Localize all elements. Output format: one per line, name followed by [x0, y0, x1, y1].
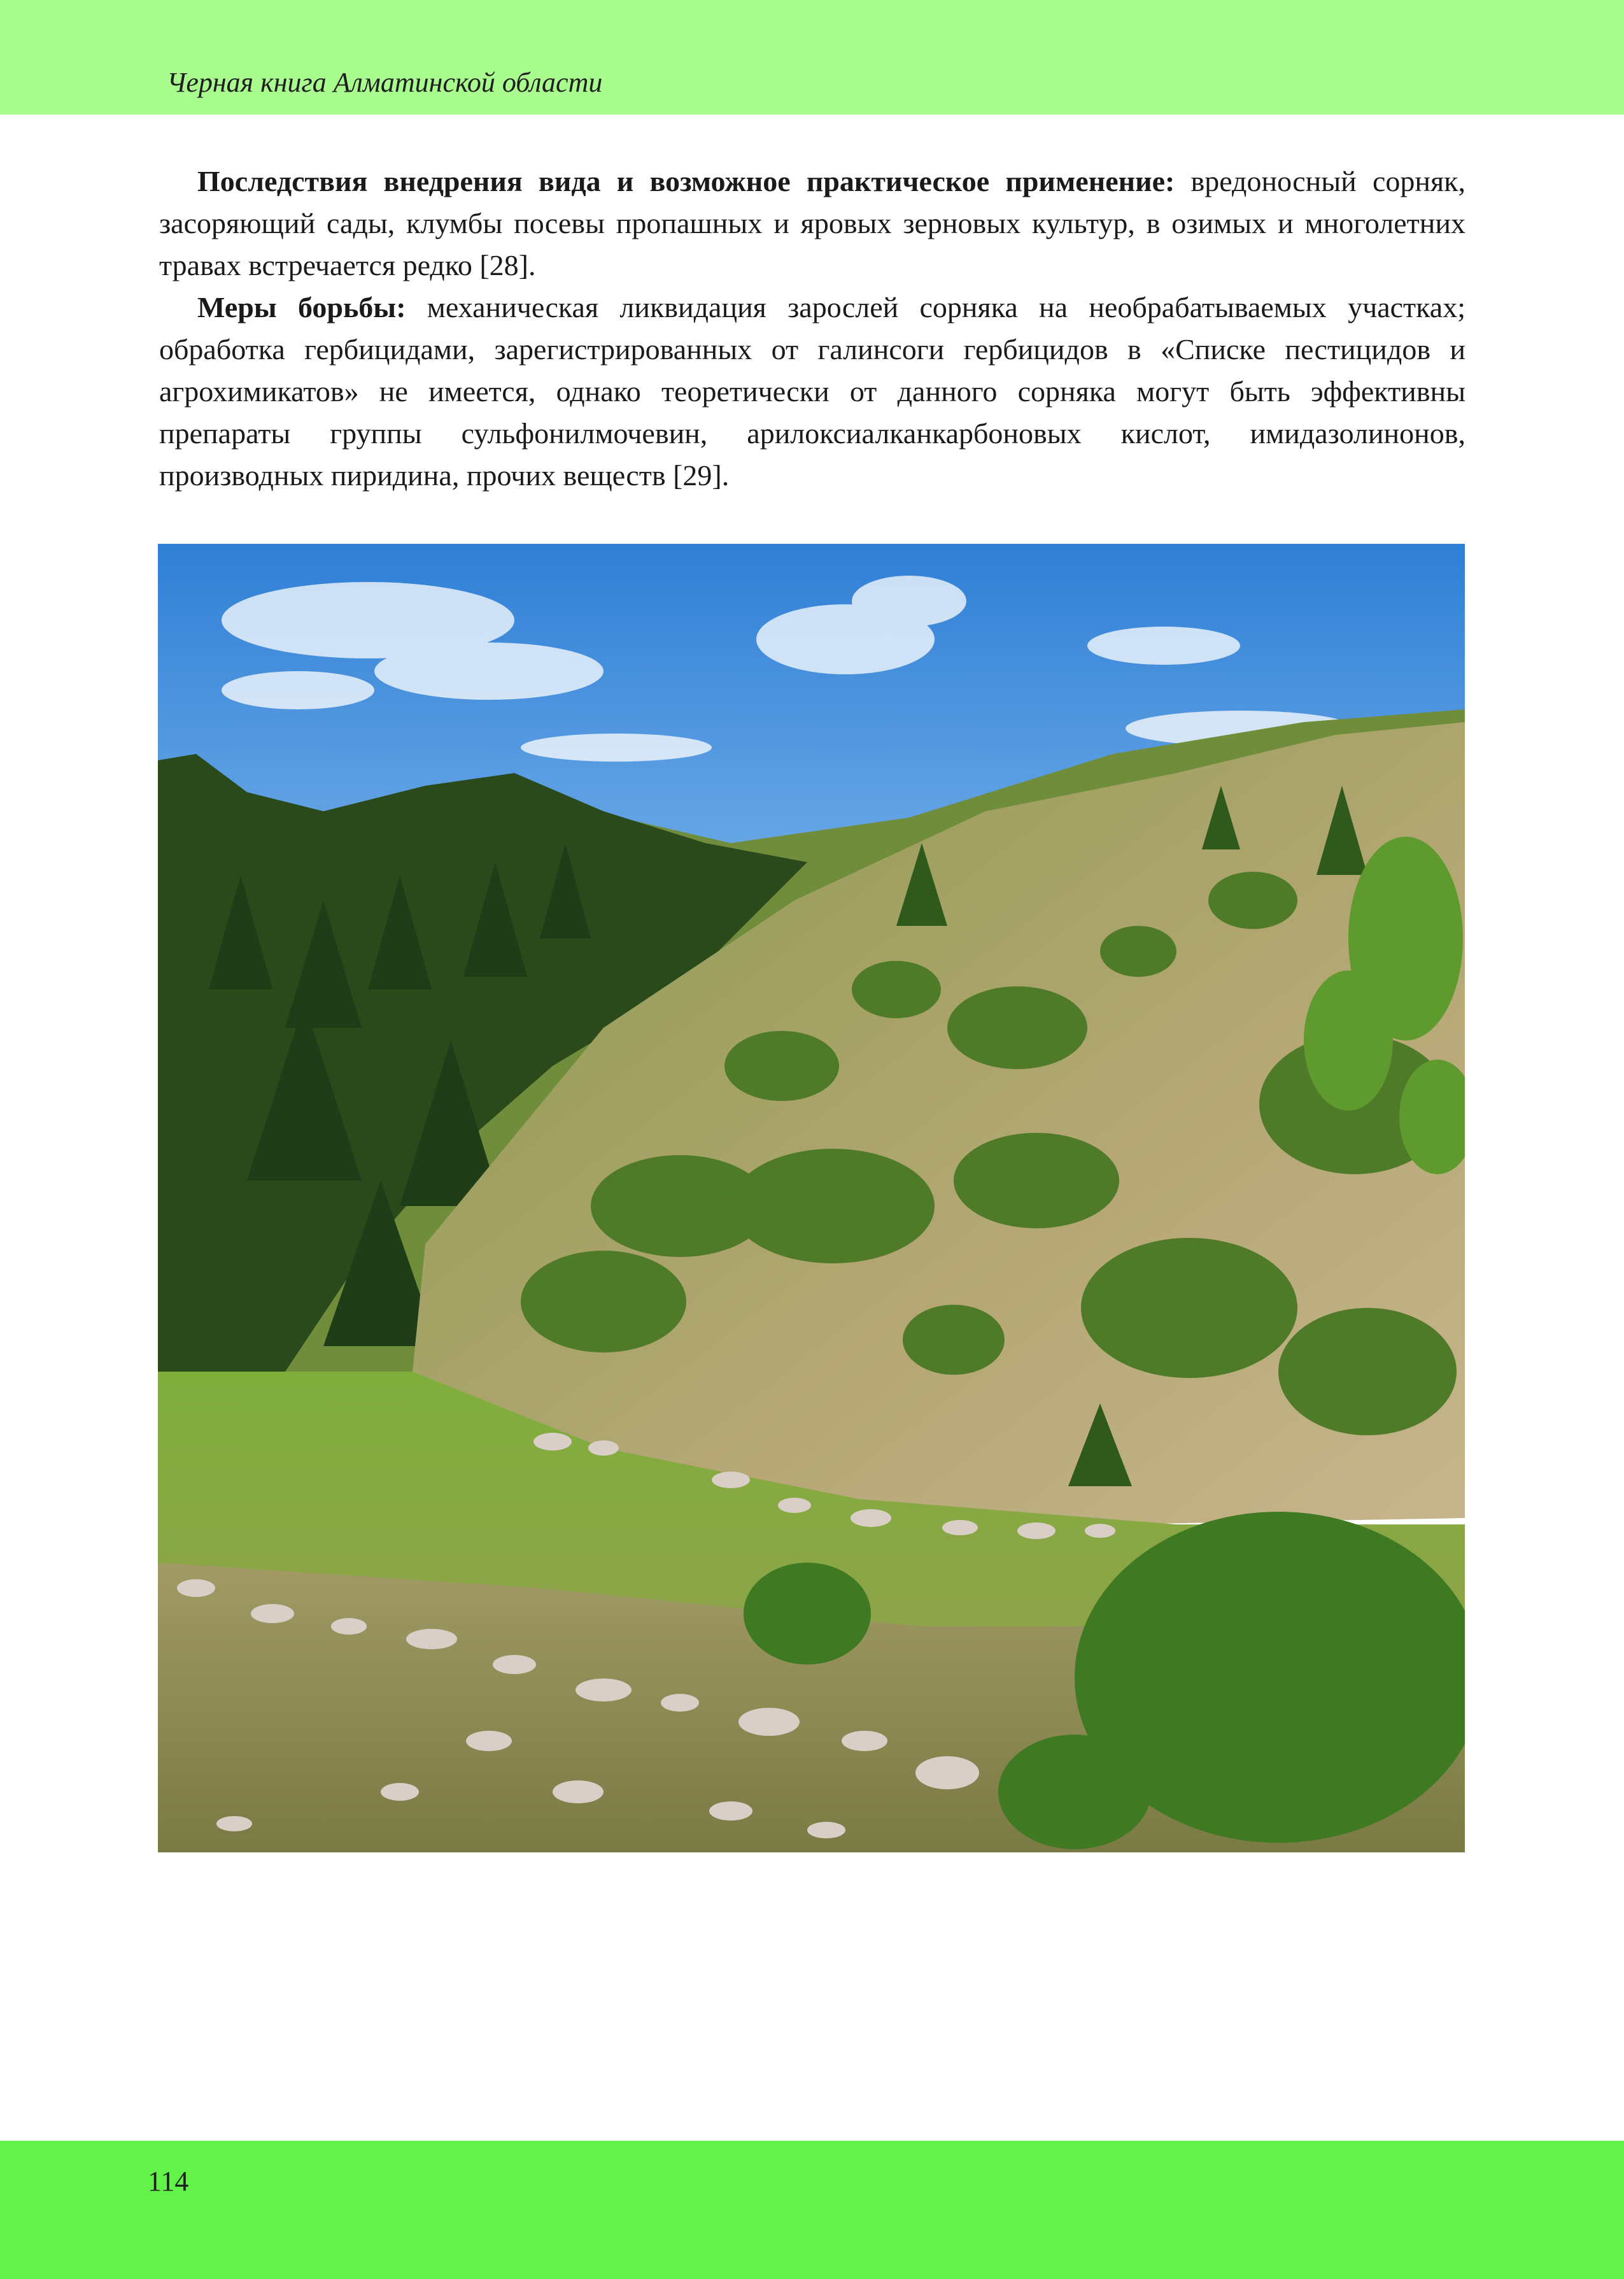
footer-band	[0, 2141, 1624, 2279]
paragraph-control-measures	[159, 287, 1465, 497]
photo-illustration	[158, 544, 1465, 1852]
running-title: Черная книга Алматинской области	[167, 67, 603, 98]
paragraph-lead: Последствия внедрения вида и возможное практическое применение:	[197, 165, 1175, 197]
paragraph-text: вредоносный сорняк, засоряющий сады, клумбы посевы пропашных и яровых зерновых культур, в озимых и многолетних травах встречается редко [28].	[159, 165, 1465, 281]
text-block	[159, 160, 1465, 497]
paragraph-consequences	[159, 160, 1465, 287]
page-number: 114	[148, 2166, 189, 2197]
paragraph-text: механическая ликвидация зарослей сорняка на необрабатываемых участках; обработка гербицидами, зарегистрированных от галинсоги гербицидов в «Списке пестицидов и агрохимикатов» не имеется, однако теоретически от данного сорняка могут быть эффективны препараты группы сульфонилмочевин, арилоксиалканкарбоновых кислот, имидазолинонов, производных пиридина, прочих веществ [29].	[159, 291, 1465, 492]
mountain-valley-photo	[158, 544, 1465, 1852]
paragraph-lead: Меры борьбы:	[197, 291, 406, 323]
